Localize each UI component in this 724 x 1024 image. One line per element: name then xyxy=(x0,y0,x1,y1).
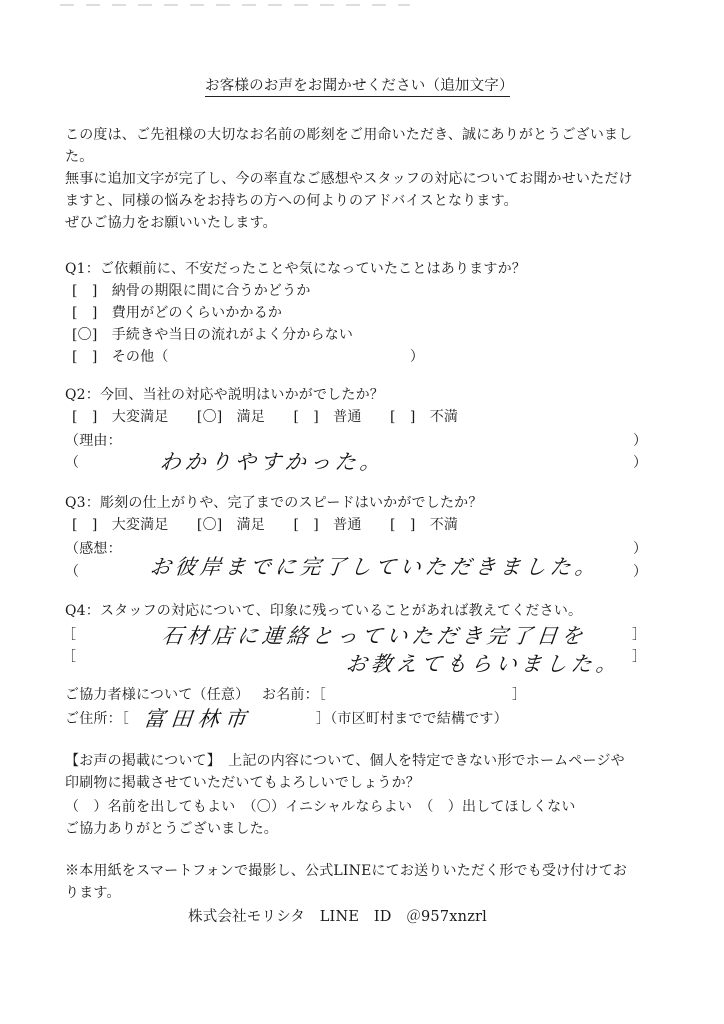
note-line-2: ります。 xyxy=(65,885,121,901)
q2-question: Q2：今回、当社の対応や説明はいかがでしたか？ xyxy=(65,387,384,403)
q4-handwritten-answer-line-1[interactable]: 石材店に連絡とっていただき完了日を xyxy=(160,624,588,648)
q3-options[interactable]: [ ] 大変満足 [〇] 満足 [ ] 普通 [ ] 不満 xyxy=(72,517,459,533)
q4-question: Q4：スタッフの対応について、印象に残っていることがあれば教えてください。 xyxy=(65,603,583,619)
note-line-1: ※本用紙をスマートフォンで撮影し、公式LINEにてお送りいただく形でも受け付けてお xyxy=(65,863,628,879)
respondent-heading: ご協力者様について（任意） xyxy=(65,687,250,703)
q1-option-2[interactable]: [ ] 費用がどのくらいかかるか xyxy=(72,305,283,321)
intro-line-4: ますと、同様の悩みをお持ちの方への何よりのアドバイスとなります。 xyxy=(65,193,518,209)
scan-artifact xyxy=(60,4,410,6)
publication-thanks: ご協力ありがとうございました。 xyxy=(65,821,278,837)
name-close-bracket: ］ xyxy=(512,687,527,703)
page-title: お客様のお声をお聞かせください（追加文字） xyxy=(205,78,514,94)
q4-close-bracket-2: ］ xyxy=(632,649,647,665)
intro-line-2: た。 xyxy=(65,149,94,165)
publication-line-1: 【お声の掲載について】 上記の内容について、個人を特定できない形でホームページや xyxy=(65,753,625,769)
q3-handwritten-answer[interactable]: お彼岸までに完了していただきました。 xyxy=(148,555,602,579)
q4-close-bracket-1: ］ xyxy=(632,627,647,643)
intro-line-1: この度は、ご先祖様の大切なお名前の彫刻をご用命いただき、誠にありがとうございまし xyxy=(65,127,633,143)
address-close-note: ］（市区町村までで結構です） xyxy=(316,711,508,727)
q1-question: Q1：ご依頼前に、不安だったことや気になっていたことはありますか？ xyxy=(65,261,526,277)
address-label: ご住所：［ xyxy=(65,711,129,727)
q3-close-paren-2: ） xyxy=(633,564,648,580)
name-label: お名前：［ xyxy=(262,687,326,703)
q3-close-paren-1: ） xyxy=(633,541,648,557)
intro-line-5: ぜひご協力をお願いいたします。 xyxy=(65,215,277,231)
publication-line-2: 印刷物に掲載させていただいてもよろしいでしょうか？ xyxy=(65,775,420,791)
q1-option-3[interactable]: [〇] 手続きや当日の流れがよく分からない xyxy=(72,327,354,343)
q2-handwritten-answer[interactable]: わかりやすかった。 xyxy=(158,450,387,474)
q4-open-bracket-1: ［ xyxy=(62,627,77,643)
q3-question: Q3：彫刻の仕上がりや、完了までのスピードはいかがでしたか？ xyxy=(65,495,483,511)
footer-line-id: 株式会社モリシタ LINE ID ＠957xnzrl xyxy=(188,909,488,925)
title-underline xyxy=(205,96,510,97)
address-handwritten-value[interactable]: 富田林市 xyxy=(142,707,254,731)
q2-options[interactable]: [ ] 大変満足 [〇] 満足 [ ] 普通 [ ] 不満 xyxy=(72,409,459,425)
q2-reason-label: （理由： xyxy=(65,433,122,449)
q2-close-paren-1: ） xyxy=(633,433,648,449)
q3-open-paren-2: （ xyxy=(65,564,80,580)
q1-option-1[interactable]: [ ] 納骨の期限に間に合うかどうか xyxy=(72,283,311,299)
q4-handwritten-answer-line-2[interactable]: お教えてもらいました。 xyxy=(344,652,623,676)
publication-options[interactable]: （ ）名前を出してもよい （〇）イニシャルならよい （ ）出してほしくない xyxy=(65,799,576,815)
intro-line-3: 無事に追加文字が完了し、今の率直なご感想やスタッフの対応についてお聞かせいただけ xyxy=(65,171,633,187)
q3-reason-label: （感想： xyxy=(65,541,122,557)
q1-option-4[interactable]: [ ] その他（ ） xyxy=(72,349,425,365)
q2-close-paren-2: ） xyxy=(633,455,648,471)
q2-open-paren-2: （ xyxy=(65,455,80,471)
q4-open-bracket-2: ［ xyxy=(62,649,77,665)
